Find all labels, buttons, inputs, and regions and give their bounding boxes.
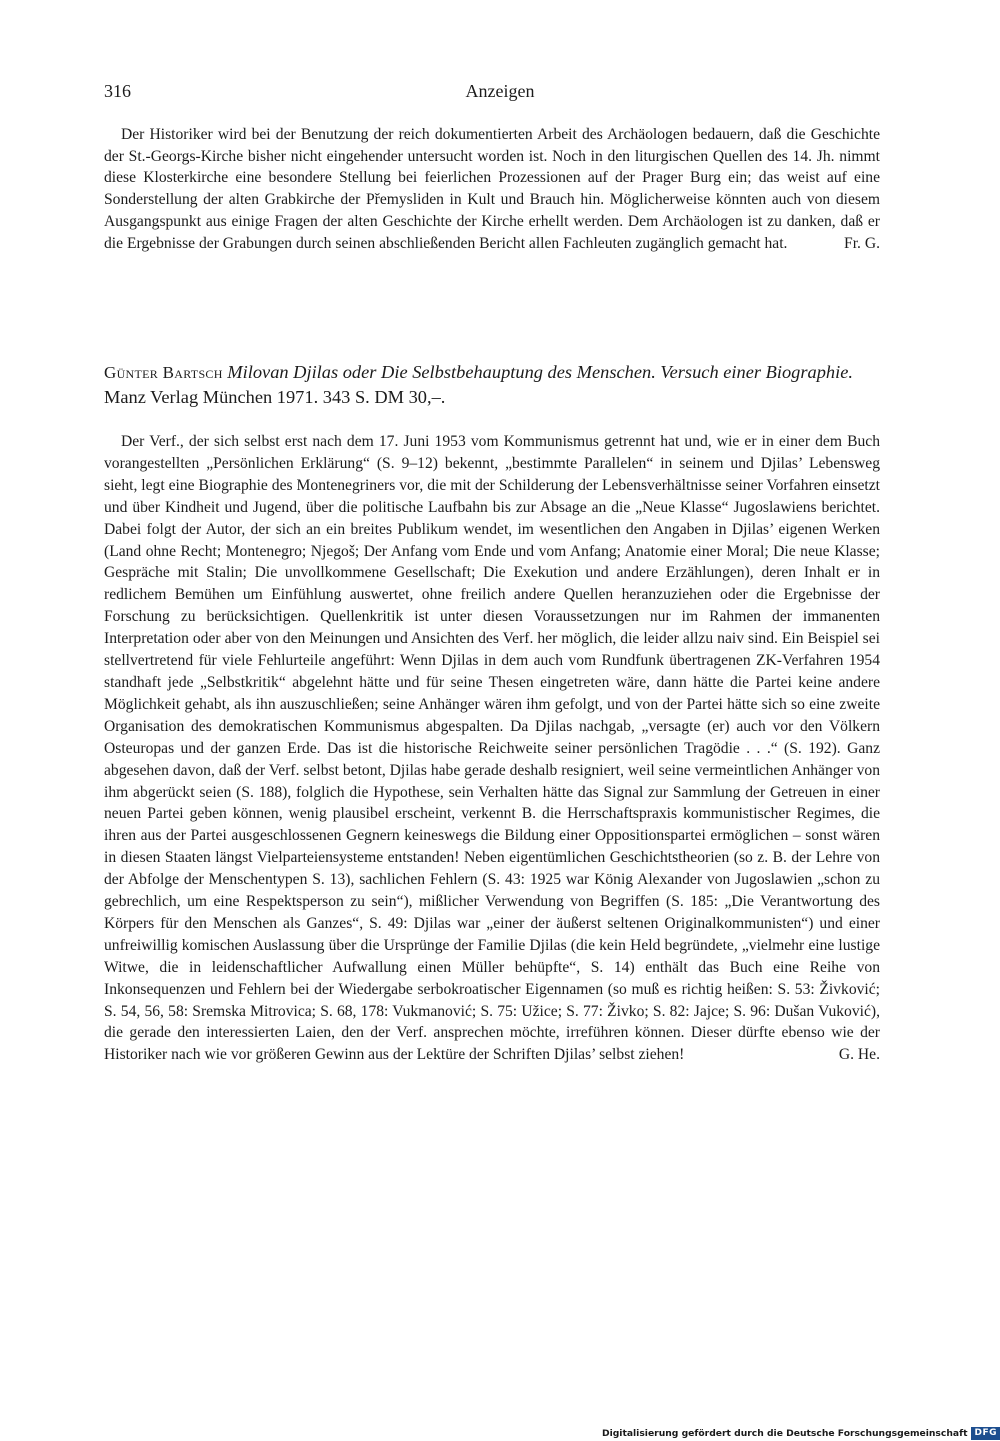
digitization-credit	[602, 1425, 1000, 1441]
credit-text: Digitalisierung gefördert durch die Deutsche Forschungsgemeinschaft	[601, 1427, 968, 1439]
reviewer-signature: Fr. G.	[844, 234, 880, 252]
review-body	[104, 431, 880, 1066]
review-paragraph	[104, 124, 880, 254]
reviewer-signature: G. He.	[838, 1046, 880, 1064]
review-continuation	[104, 124, 880, 254]
review-text: Der Historiker wird bei der Benutzung der reich dokumentierten Arbeit des Archäologen bedauern, daß die Geschichte der St.-Georgs-Kirche bisher nicht eingehender untersucht worden ist. Noch in den liturgischen Quellen des 14. Jh. nimmt diese Klosterkirche eine besondere Stellung bei feierlichen Prozessionen auf der Prager Burg ein; das weist auf eine Sonderstellung der alten Grabkirche der Přemysliden in Kult und Brauch hin. Möglicherweise könnten auch von diesem Ausgangspunkt aus einige Fragen der alten Geschichte der Kirche erhellt werden. Dem Archäologen ist zu danken, daß er die Ergebnisse der Grabungen durch seinen abschließenden Bericht allen Fachleuten zugänglich gemacht hat.	[104, 126, 880, 252]
page-number: 316	[104, 81, 131, 101]
book-title: Milovan Djilas oder Die Selbstbehauptung des Menschen. Versuch einer Biographie.	[227, 362, 853, 382]
dfg-logo: DFG	[971, 1427, 1000, 1440]
book-author: Günter Bartsch	[104, 363, 223, 382]
book-publication: Manz Verlag München 1971. 343 S. DM 30,–.	[104, 387, 446, 407]
running-head: Anzeigen	[465, 81, 535, 101]
review-paragraph	[104, 431, 880, 1066]
review-heading	[104, 360, 884, 410]
review-text: Der Verf., der sich selbst erst nach dem 17. Juni 1953 vom Kommunismus getrennt hat und, wie er in einer dem Buch vorangestellten „Persönlichen Erklärung“ (S. 9–12) bekennt, „bestimmte Parallelen“ in seinem und Djilas’ Lebensweg sieht, legt eine Biographie des Montenegriners vor, die mit der Schilderung der Lebensverhältnisse seiner Vorfahren einsetzt und über Kindheit und Jugend, über die politische Laufbahn bis zur Absage an die „Neue Klasse“ Jugoslawiens berichtet. Dabei folgt der Autor, der sich an ein breites Publikum wendet, im wesentlichen den Angaben in Djilas’ eigenen Werken (Land ohne Recht; Montenegro; Njegoš; Der Anfang vom Ende und vom Anfang; Anatomie einer Moral; Die neue Klasse; Gespräche mit Stalin; Die unvollkommene Gesellschaft; Die Exekution und andere Erzählungen), deren Inhalt er in redlichem Bemühen um Einfühlung auswertet, ohne freilich andere Quellen heranzuziehen oder die Ergebnisse der Forschung zu berücksichtigen. Quellenkritik ist unter diesen Voraussetzungen nur im Rahmen der immanenten Interpretation oder aber von den Meinungen und Ansichten des Verf. her möglich, die leider allzu naiv sind. Ein Beispiel sei stellvertretend für viele Fehlurteile angeführt: Wenn Djilas in dem auch vom Rundfunk übertragenen ZK-Verfahren 1954 standhaft jede „Selbstkritik“ abgelehnt hätte und für seine Thesen eingetreten wäre, dann hätte die Partei keine andere Möglichkeit gehabt, als ihn auszuschließen; seine Anhänger wären ihm gefolgt, und von der Partei hätte sich so eine zweite Organisation des demokratischen Kommunismus abgespalten. Da Djilas nachgab, „versagte (er) auch vor den Völkern Osteuropas und der ganzen Erde. Das ist die historische Reichweite seiner persönlichen Tragödie . . .“ (S. 192). Ganz abgesehen davon, daß der Verf. selbst betont, Djilas habe gerade deshalb resigniert, weil seine vermeintlichen Anhänger von ihm abgerückt seien (S. 188), folglich die Hypothese, sein Verhalten hätte das Signal zur Sammlung der Getreuen in einer neuen Partei geben können, wenig plausibel erscheint, verkennt B. die Herrschaftspraxis kommunistischer Regimes, die ihren aus der Partei ausgeschlossenen Gegnern keineswegs die Bildung einer Oppositionspartei ermöglichen – sonst wären in diesen Staaten längst Vielparteiensysteme entstanden! Neben eigentümlichen Geschichtstheorien (so z. B. der Lehre von der Abfolge der Menschentypen S. 13), sachlichen Fehlern (S. 43: 1925 war König Alexander von Jugoslawien „schon zu gebrechlich, um eine Respektsperson zu sein“), mißlicher Verwendung von Begriffen (S. 185: „Die Verantwortung des Körpers für den Menschen als Ganzes“, S. 49: Djilas war „einer der äußerst seltenen Originalkommunisten“) und einer unfreiwillig komischen Auslassung über die Ursprünge der Familie Djilas (die kein Held begründete, „vielmehr eine lustige Witwe, die in leidenschaftlicher Aufwallung einen Müller behüpfte“, S. 14) enthält das Buch eine Reihe von Inkonsequenzen und Fehlern bei der Wiedergabe serbokroatischer Eigennamen (so muß es richtig heißen: S. 53: Živković; S. 54, 56, 58: Sremska Mitrovica; S. 68, 178: Vukmanović; S. 75: Užice; S. 77: Živko; S. 82: Jajce; S. 96: Dušan Vuković), die gerade den interessierten Laien, den der Verf. ansprechen möchte, irreführen können. Dieser dürfte ebenso wie der Historiker nach wie vor größeren Gewinn aus der Lektüre der Schriften Djilas’ selbst ziehen!	[104, 433, 880, 1064]
